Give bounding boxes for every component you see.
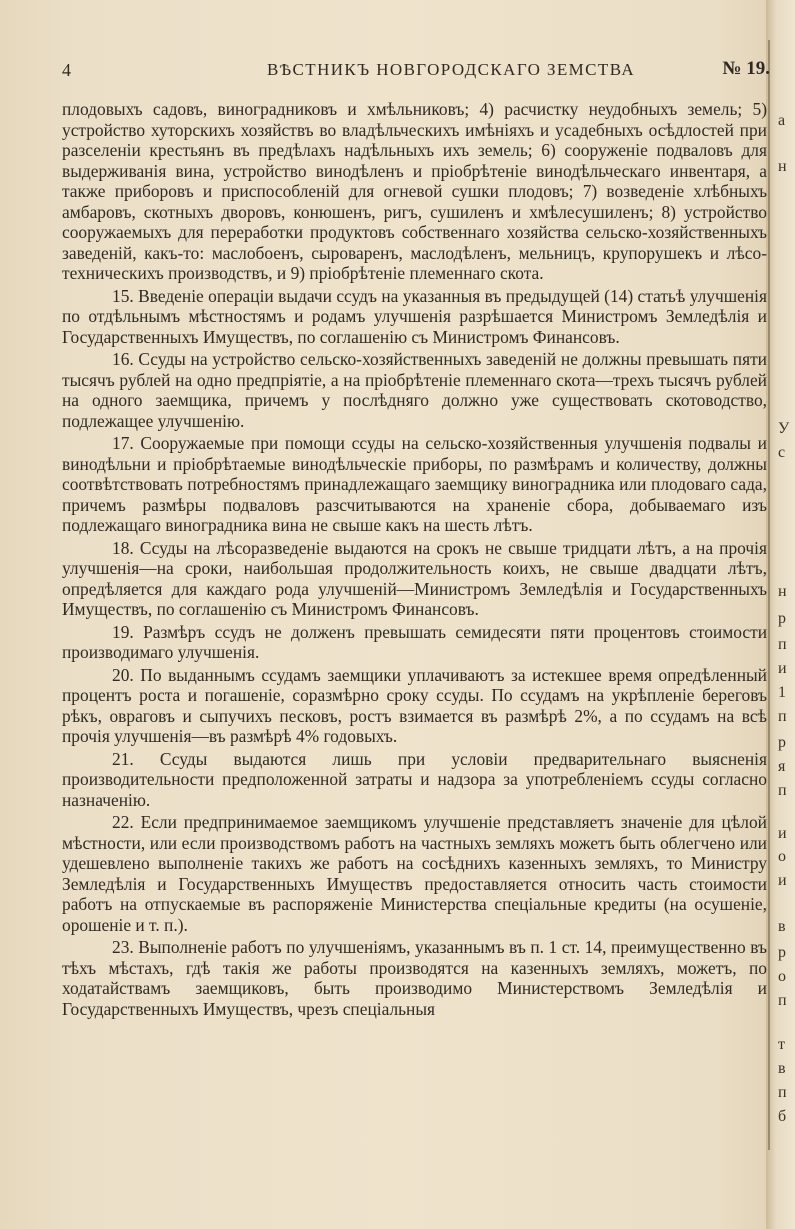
paragraph-article-22: 22. Если предпринимаемое заемщикомъ улучшеніе представляетъ значеніе для цѣлой мѣстности, или если производствомъ работъ на частныхъ земляхъ можетъ быть облегчено или удешевлено выполненіе такихъ же работъ на сосѣднихъ казенныхъ земляхъ, то Министру Земледѣлія и Государственныхъ Имуществъ предоставляется относить часть стоимости работъ на отпускаемые въ распоряженіе Министерства спеціальные кредиты (на осушеніе, орошеніе и т. п.). — [62, 812, 767, 935]
margin-fragment: в — [778, 1060, 786, 1077]
paragraph-article-17: 17. Сооружаемые при помощи ссуды на сельско-хозяйственныя улучшенія подвалы и винодѣльни и пріобрѣтаемые винодѣльческіе приборы, по размѣрамъ и количеству, должны соотвѣтствовать потребностямъ принадлежащаго заемщику виноградника или плодоваго сада, причемъ размѣры подваловъ разсчитываются на храненіе сбора, добываемаго изъ подлежащаго виноградника вина не свыше какъ на шесть лѣтъ. — [62, 433, 767, 535]
margin-fragment: п — [778, 636, 787, 653]
paragraph-article-23: 23. Выполненіе работъ по улучшеніямъ, указаннымъ въ п. 1 ст. 14, преимущественно въ тѣхъ мѣстахъ, гдѣ такія же работы производятся на казенныхъ земляхъ, можетъ, по ходатайствамъ заемщиковъ, быть производимо Министерствомъ Земледѣлія и Государственныхъ Имуществъ, чрезъ спеціальныя — [62, 937, 767, 1019]
margin-fragment: р — [778, 944, 786, 961]
paragraph-article-21: 21. Ссуды выдаются лишь при условіи предварительнаго выясненія производительности предположенной затраты и надзора за употребленіемъ ссуды согласно назначенію. — [62, 748, 767, 810]
margin-fragment: и — [778, 660, 787, 677]
margin-fragment: 1 — [778, 684, 786, 701]
gutter-shadow-line — [768, 40, 770, 1150]
margin-fragment: т — [778, 1036, 785, 1053]
journal-title: ВѢСТНИКЪ НОВГОРОДСКАГО ЗЕМСТВА — [267, 60, 636, 79]
margin-fragment: б — [778, 1108, 787, 1125]
body-text — [62, 99, 767, 1021]
paragraph-article-15: 15. Введеніе операціи выдачи ссудъ на указанныя въ предыдущей (14) статьѣ улучшенія по отдѣльнымъ мѣстностямъ и родамъ улучшенія разрѣшается Министромъ Земледѣлія и Государственныхъ Имуществъ, по соглашенію съ Министромъ Финансовъ. — [62, 285, 767, 347]
margin-fragment: я — [778, 758, 786, 775]
margin-fragment: п — [778, 708, 787, 725]
margin-fragment: У — [778, 420, 790, 437]
paragraph-article-16: 16. Ссуды на устройство сельско-хозяйственныхъ заведеній не должны превышать пяти тысячъ рублей на одно предпріятіе, а на пріобрѣтеніе племеннаго скота—трехъ тысячъ рублей на одного заемщика, причемъ у послѣдняго должно уже существовать скотоводство, подлежащее улучшенію. — [62, 349, 767, 431]
margin-fragment: и — [778, 872, 787, 889]
facing-page-fragments — [776, 0, 795, 1229]
margin-fragment: о — [778, 848, 786, 865]
margin-fragment: н — [778, 583, 787, 600]
margin-fragment: о — [778, 968, 786, 985]
running-header — [62, 56, 772, 86]
paragraph-continuation: плодовыхъ садовъ, виноградниковъ и хмѣльниковъ; 4) расчистку неудобныхъ земель; 5) устройство хуторскихъ хозяйствъ во владѣльческихъ имѣніяхъ и усадебныхъ осѣдлостей при разселеніи крестьянъ въ предѣлахъ надѣльныхъ ихъ земель; 6) сооруженіе подваловъ для выдерживанія вина, устройство винодѣленъ и пріобрѣтеніе винодѣльческаго инвентаря, а также приборовъ и приспособленій для огневой сушки плодовъ; 7) возведеніе хлѣбныхъ амбаровъ, скотныхъ дворовъ, конюшенъ, ригъ, сушиленъ и хмѣлесушиленъ; 8) устройство сооружаемыхъ для переработки продуктовъ собственнаго хозяйства сельско-хозяйственныхъ заведеній, какъ-то: маслобоенъ, сыроваренъ, маслодѣленъ, мельницъ, крупорушекъ и лѣсо-техническихъ производствъ, и 9) пріобрѣтеніе племеннаго скота. — [62, 99, 767, 283]
margin-fragment: п — [778, 992, 787, 1009]
margin-fragment: п — [778, 1084, 787, 1101]
page-number: 4 — [62, 60, 71, 80]
paragraph-article-18: 18. Ссуды на лѣсоразведеніе выдаются на срокъ не свыше тридцати лѣтъ, а на прочія улучшенія—на сроки, наибольшая продолжительность коихъ, не свыше двадцати лѣтъ, опредѣляется для каждаго рода улучшеній—Министромъ Земледѣлія и Государственныхъ Имуществъ, по соглашенію съ Министромъ Финансовъ. — [62, 537, 767, 619]
margin-fragment: р — [778, 610, 786, 627]
paragraph-article-20: 20. По выданнымъ ссудамъ заемщики уплачиваютъ за истекшее время опредѣленный процентъ роста и погашеніе, соразмѣрно сроку ссуды. По ссудамъ на укрѣпленіе береговъ рѣкъ, овраговъ и сыпучихъ песковъ, ростъ взимается въ размѣрѣ 2%, а по ссудамъ на всѣ прочія улучшенія—въ размѣрѣ 4% годовыхъ. — [62, 664, 767, 746]
margin-fragment: п — [778, 782, 787, 799]
paragraph-article-19: 19. Размѣръ ссудъ не долженъ превышать семидесяти пяти процентовъ стоимости производимаго улучшенія. — [62, 621, 767, 662]
margin-fragment: р — [778, 734, 786, 751]
margin-fragment: и — [778, 825, 787, 842]
margin-fragment: а — [778, 112, 786, 129]
margin-fragment: в — [778, 918, 786, 935]
margin-fragment: н — [778, 158, 787, 175]
issue-number: № 19. — [722, 58, 770, 79]
margin-fragment: с — [778, 444, 786, 461]
